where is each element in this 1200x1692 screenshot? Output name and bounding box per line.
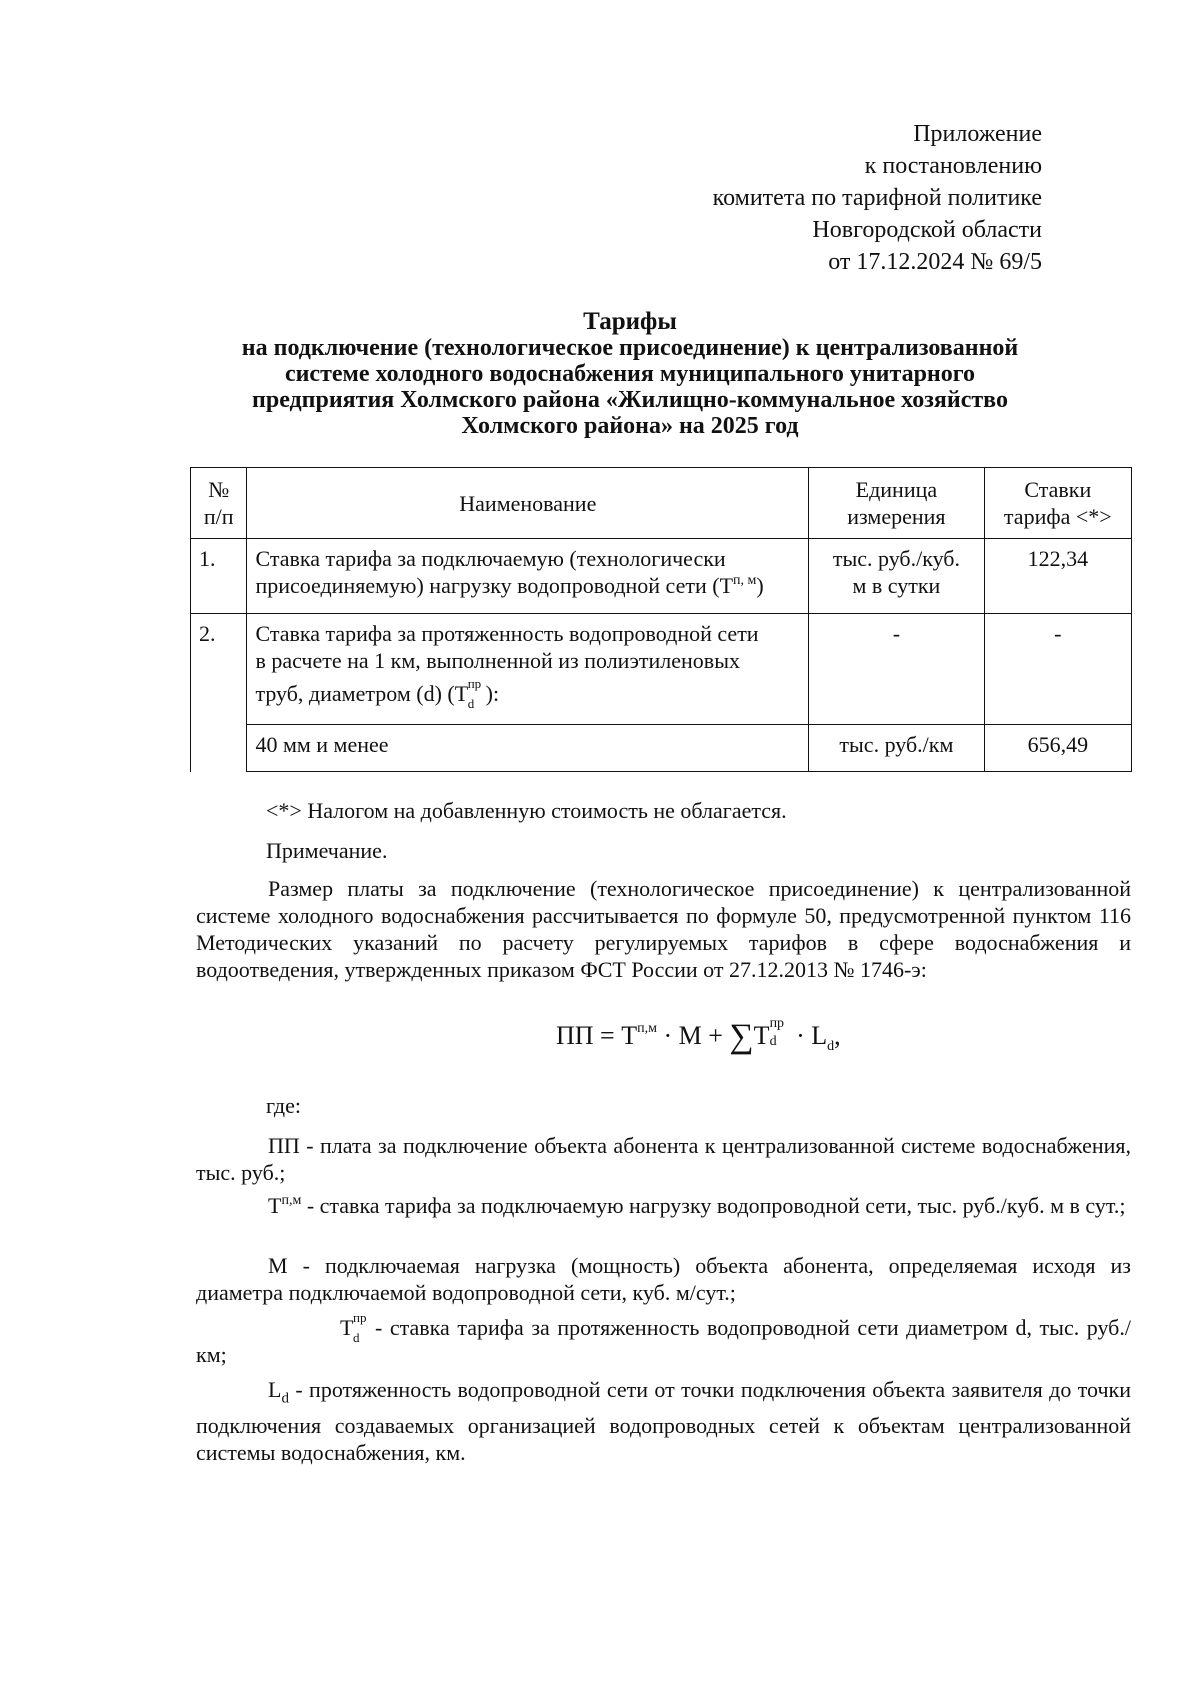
definition-ld: $L_d$ - протяженность водопроводной сети от точки подключения объекта заявителя до точки подключения создаваемых организацией водопроводных сетей к объектам централизованной системы водоснабжения, км. xyxy=(196,1377,1131,1466)
row-rate: 656,49 xyxy=(984,725,1131,772)
row-unit: тыс. руб./км xyxy=(809,725,984,772)
appendix-line-5: от 17.12.2024 № 69/5 xyxy=(828,249,1042,275)
row-number: 1. xyxy=(191,539,247,614)
definition-td: Т пр d - ставка тарифа за протяженность водопроводной сети диаметром d, тыс. руб./км; xyxy=(196,1310,1131,1367)
sum-symbol: ∑ xyxy=(729,1018,754,1055)
title-line-5: Холмского района» на 2025 год xyxy=(461,413,799,439)
title-line-2: на подключение (технологическое присоединение) к централизованной xyxy=(241,335,1019,361)
definition-pp: ПП - плата за подключение объекта абонента к централизованной системе водоснабжения, тыс. руб.; xyxy=(196,1133,1131,1185)
appendix-line-2: к постановлению xyxy=(864,153,1042,179)
appendix-line-3: комитета по тарифной политике xyxy=(712,185,1042,211)
appendix-header xyxy=(713,118,1042,278)
title-line-4: предприятия Холмского района «Жилищно-коммунальное хозяйство xyxy=(252,387,1008,413)
row-name: Ставка тарифа за подключаемую (технологически присоединяемую) нагрузку водопроводной сети $(Т^{п, м})$ xyxy=(247,539,809,614)
definition-tpm: $Т^{п,м}$ - ставка тарифа за подключаемую нагрузку водопроводной сети, тыс. руб./куб. м в сут.; xyxy=(268,1193,1126,1218)
row-unit: тыс. руб./куб. м в сутки xyxy=(809,539,984,614)
note-title: Примечание. xyxy=(266,838,388,863)
table-header-row xyxy=(191,468,1132,539)
tariff-symbol: Т пр d xyxy=(454,676,482,711)
row-number: 2. xyxy=(191,614,247,772)
payment-formula: ПП = $Т^{п,м} \cdot М + \sum Т$ пр d · $L_d$, xyxy=(556,1016,841,1055)
table-row xyxy=(191,725,1132,772)
footnote: <*> Налогом на добавленную стоимость не облагается. xyxy=(266,798,787,823)
where-label: где: xyxy=(266,1093,301,1118)
title-line-1: Тарифы xyxy=(583,308,677,335)
appendix-line-1: Приложение xyxy=(913,121,1042,147)
row-name: Ставка тарифа за протяженность водопроводной сети в расчете на 1 км, выполненной из полиэтиленовых труб, диаметром (d) (Т пр d ): xyxy=(247,614,809,725)
appendix-line-4: Новгородской области xyxy=(812,217,1042,243)
document-title xyxy=(150,309,1110,439)
title-line-3: системе холодного водоснабжения муниципального унитарного xyxy=(284,361,976,387)
table-row xyxy=(191,539,1132,614)
row-rate: - xyxy=(984,614,1131,725)
row-rate: 122,34 xyxy=(984,539,1131,614)
table-row xyxy=(191,614,1132,725)
header-unit: Единица измерения xyxy=(809,468,984,539)
tariff-table xyxy=(190,467,1132,772)
row-unit: - xyxy=(809,614,984,725)
note-text: Размер платы за подключение (технологическое присоединение) к централизованной системе холодного водоснабжения рассчитывается по формуле 50, предусмотренной пунктом 116 Методических указаний по расчету регулируемых тарифов в сфере водоснабжения и водоотведения, утвержденных приказом ФСТ России от 27.12.2013 № 1746-э: xyxy=(196,876,1131,982)
definition-m: М - подключаемая нагрузка (мощность) объекта абонента, определяемая исходя из диаметра подключаемой водопроводной сети, куб. м/сут.; xyxy=(196,1253,1131,1305)
row-name: 40 мм и менее xyxy=(247,725,809,772)
header-name: Наименование xyxy=(247,468,809,539)
header-number: № п/п xyxy=(191,468,247,539)
header-rate: Ставки тарифа <*> xyxy=(984,468,1131,539)
